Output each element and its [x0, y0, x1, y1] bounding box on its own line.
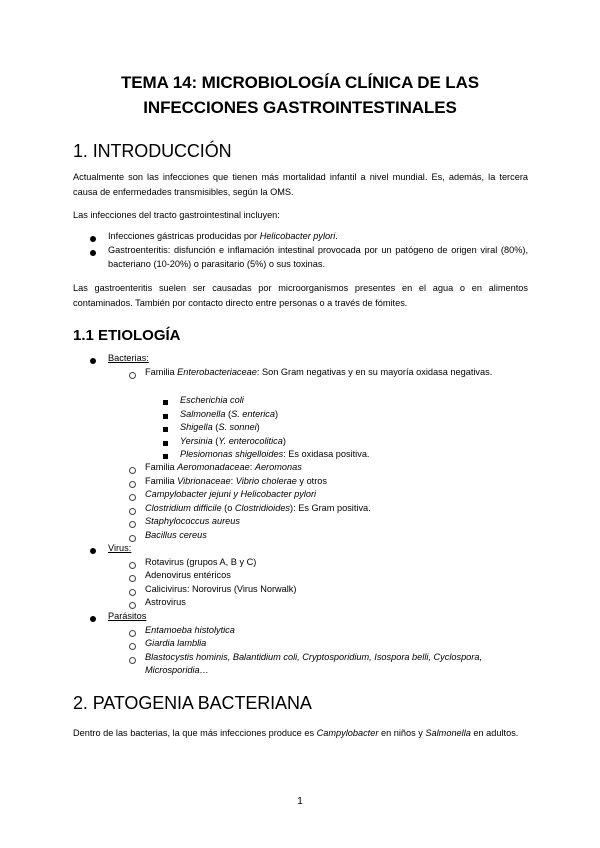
square-bullet	[163, 400, 168, 405]
plesiomonas-item: Plesiomonas shigelloides: Es oxidasa positiva.	[180, 449, 370, 459]
document-title	[60, 70, 540, 120]
vibrionaceae-item: Familia Vibrionaceae: Vibrio cholerae y otros	[145, 476, 327, 486]
circle-bullet	[129, 589, 136, 596]
other-parasites-line-2: Microsporidia…	[145, 665, 209, 675]
intro-bullet-1: Infecciones gástricas producidas por Helicobacter pylori.	[108, 231, 338, 241]
square-bullet	[163, 441, 168, 446]
circle-bullet	[129, 494, 136, 501]
intro-paragraph-3: Las gastroenteritis suelen ser causadas por microorganismos presentes en el agua o en alimentos contaminados. También por contacto directo entre personas o a través de fómites.	[73, 283, 528, 308]
bullet-dot	[90, 616, 96, 622]
circle-bullet	[129, 630, 136, 637]
other-parasites-line-1: Blastocystis hominis, Balantidium coli, Cryptosporidium, Isospora belli, Cyclospora,	[145, 652, 483, 662]
entamoeba-item: Entamoeba histolytica	[145, 625, 235, 635]
bullet-dot	[90, 548, 96, 554]
enterobacteriaceae-item: Familia Enterobacteriaceae: Son Gram negativas y en su mayoría oxidasa negativas.	[145, 367, 493, 377]
circle-bullet	[129, 562, 136, 569]
yersinia-item: Yersinia (Y. enterocolitica)	[180, 436, 286, 446]
circle-bullet	[129, 521, 136, 528]
circle-bullet	[129, 575, 136, 582]
title-line-2: INFECCIONES GASTROINTESTINALES	[143, 98, 457, 117]
intro-paragraph-1: Actualmente son las infecciones que tienen más mortalidad infantil a nivel mundial. Es, además, la tercera causa de enfermedades transmisibles, según la OMS.	[73, 172, 528, 197]
clostridium-item: Clostridium difficile (o Clostridioides): Es Gram positiva.	[145, 503, 371, 513]
circle-bullet	[129, 481, 136, 488]
astrovirus-item: Astrovirus	[145, 597, 186, 607]
bullet-dot	[90, 250, 96, 256]
bullet-dot	[90, 236, 96, 242]
aeromonadaceae-item: Familia Aeromonadaceae: Aeromonas	[145, 462, 302, 472]
parasitos-label: Parásitos	[108, 611, 147, 621]
patogenia-paragraph: Dentro de las bacterias, la que más infecciones produce es Campylobacter en niños y Salmonella en adultos.	[73, 728, 519, 738]
intro-bullet-2: Gastroenteritis: disfunción e inflamación intestinal provocada por un patógeno de origen viral (80%), bacteriano (10-20%) o parasitario (5%) o sus toxinas.	[108, 245, 528, 269]
rotavirus-item: Rotavirus (grupos A, B y C)	[145, 557, 257, 567]
ecoli-item: Escherichia coli	[180, 395, 244, 405]
page-number: 1	[297, 796, 303, 807]
bacterias-label: Bacterias:	[108, 353, 149, 363]
circle-bullet	[129, 508, 136, 515]
giardia-item: Giardia lamblia	[145, 638, 207, 648]
square-bullet	[163, 414, 168, 419]
circle-bullet	[129, 643, 136, 650]
circle-bullet	[129, 535, 136, 542]
bullet-dot	[90, 358, 96, 364]
circle-bullet	[129, 372, 136, 379]
campylobacter-item: Campylobacter jejuni y Helicobacter pylori	[145, 489, 317, 499]
staphylococcus-item: Staphylococcus aureus	[145, 516, 240, 526]
circle-bullet	[129, 657, 136, 664]
heading-etiologia: 1.1 ETIOLOGÍA	[73, 327, 181, 344]
heading-introduccion: 1. INTRODUCCIÓN	[73, 141, 232, 161]
square-bullet	[163, 454, 168, 459]
adenovirus-item: Adenovirus entéricos	[145, 570, 231, 580]
salmonella-item: Salmonella (S. enterica)	[180, 409, 279, 419]
shigella-item: Shigella (S. sonnei)	[180, 422, 260, 432]
bacillus-item: Bacillus cereus	[145, 530, 207, 540]
title-line-1: TEMA 14: MICROBIOLOGÍA CLÍNICA DE LAS	[120, 73, 480, 92]
circle-bullet	[129, 467, 136, 474]
square-bullet	[163, 427, 168, 432]
virus-label: Virus:	[108, 543, 132, 553]
intro-paragraph-2: Las infecciones del tracto gastrointestinal incluyen:	[73, 210, 280, 220]
circle-bullet	[129, 602, 136, 609]
calicivirus-item: Calicivirus: Norovirus (Virus Norwalk)	[145, 584, 297, 594]
heading-patogenia: 2. PATOGENIA BACTERIANA	[73, 693, 312, 713]
